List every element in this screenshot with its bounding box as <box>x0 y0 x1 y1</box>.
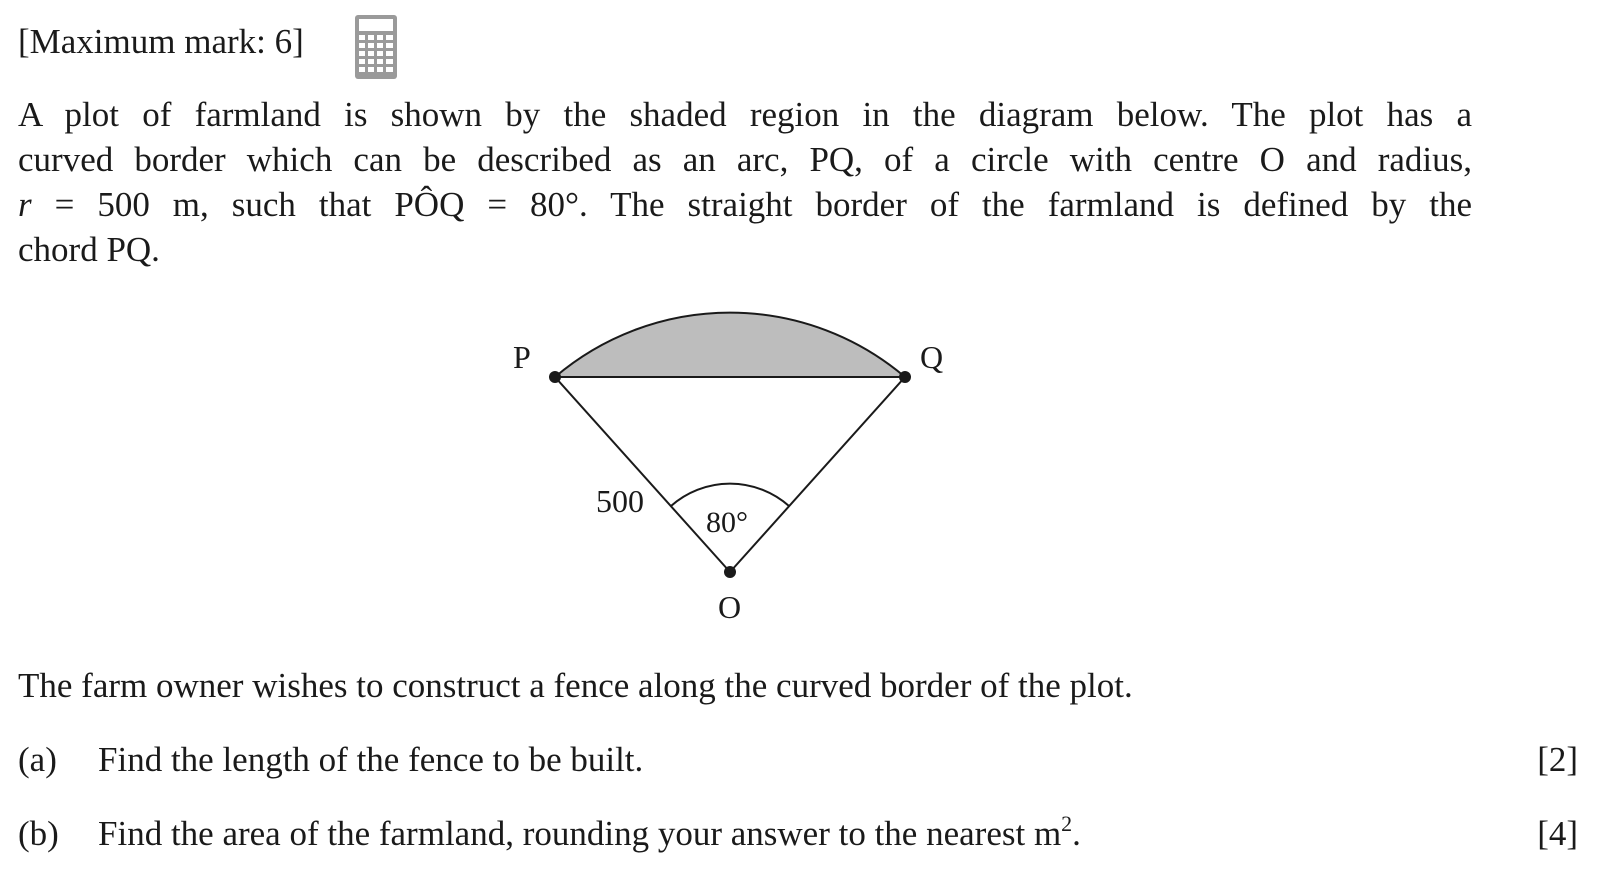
label-o: O <box>718 589 742 625</box>
farmland-segment <box>555 313 905 377</box>
radius-oq <box>730 377 905 572</box>
radius-op <box>555 377 730 572</box>
fence-statement: The farm owner wishes to construct a fence along the curved border of the plot. <box>18 666 1133 705</box>
part-a-label: (a) <box>18 740 57 779</box>
part-a-marks: [2] <box>1537 740 1578 779</box>
intro-line-3-text: = 500 m, such that PÔQ = 80°. The straight border of the farmland is defined by the <box>31 185 1472 224</box>
intro-line-1: A plot of farmland is shown by the shaded region in the diagram below. The plot has a <box>18 95 1472 134</box>
sector-diagram <box>500 300 980 640</box>
point-q <box>899 371 911 383</box>
question-header <box>18 14 398 80</box>
radius-variable: r <box>18 185 32 224</box>
angle-label: 80° <box>706 506 748 539</box>
part-b-question: Find the area of the farmland, rounding your answer to the nearest m <box>98 814 1062 853</box>
point-o <box>724 566 736 578</box>
maximum-mark: [Maximum mark: 6] <box>18 22 304 61</box>
radius-label: 500 <box>596 483 644 519</box>
question-intro <box>18 92 1472 272</box>
intro-line-4: chord PQ. <box>18 230 160 269</box>
part-b-unit-power: 2 <box>1061 811 1073 836</box>
part-b-text <box>98 811 1081 853</box>
angle-arc <box>671 484 789 506</box>
part-b-marks: [4] <box>1537 814 1578 853</box>
part-b-period: . <box>1072 814 1081 853</box>
part-b-label: (b) <box>18 814 59 853</box>
intro-line-2: curved border which can be described as an arc, PQ, of a circle with centre O and radius, <box>18 140 1472 179</box>
point-p <box>549 371 561 383</box>
intro-line-3 <box>18 182 1472 227</box>
label-q: Q <box>920 339 944 375</box>
part-a-text: Find the length of the fence to be built. <box>98 740 644 779</box>
label-p: P <box>513 339 531 375</box>
calculator-icon <box>354 14 398 80</box>
